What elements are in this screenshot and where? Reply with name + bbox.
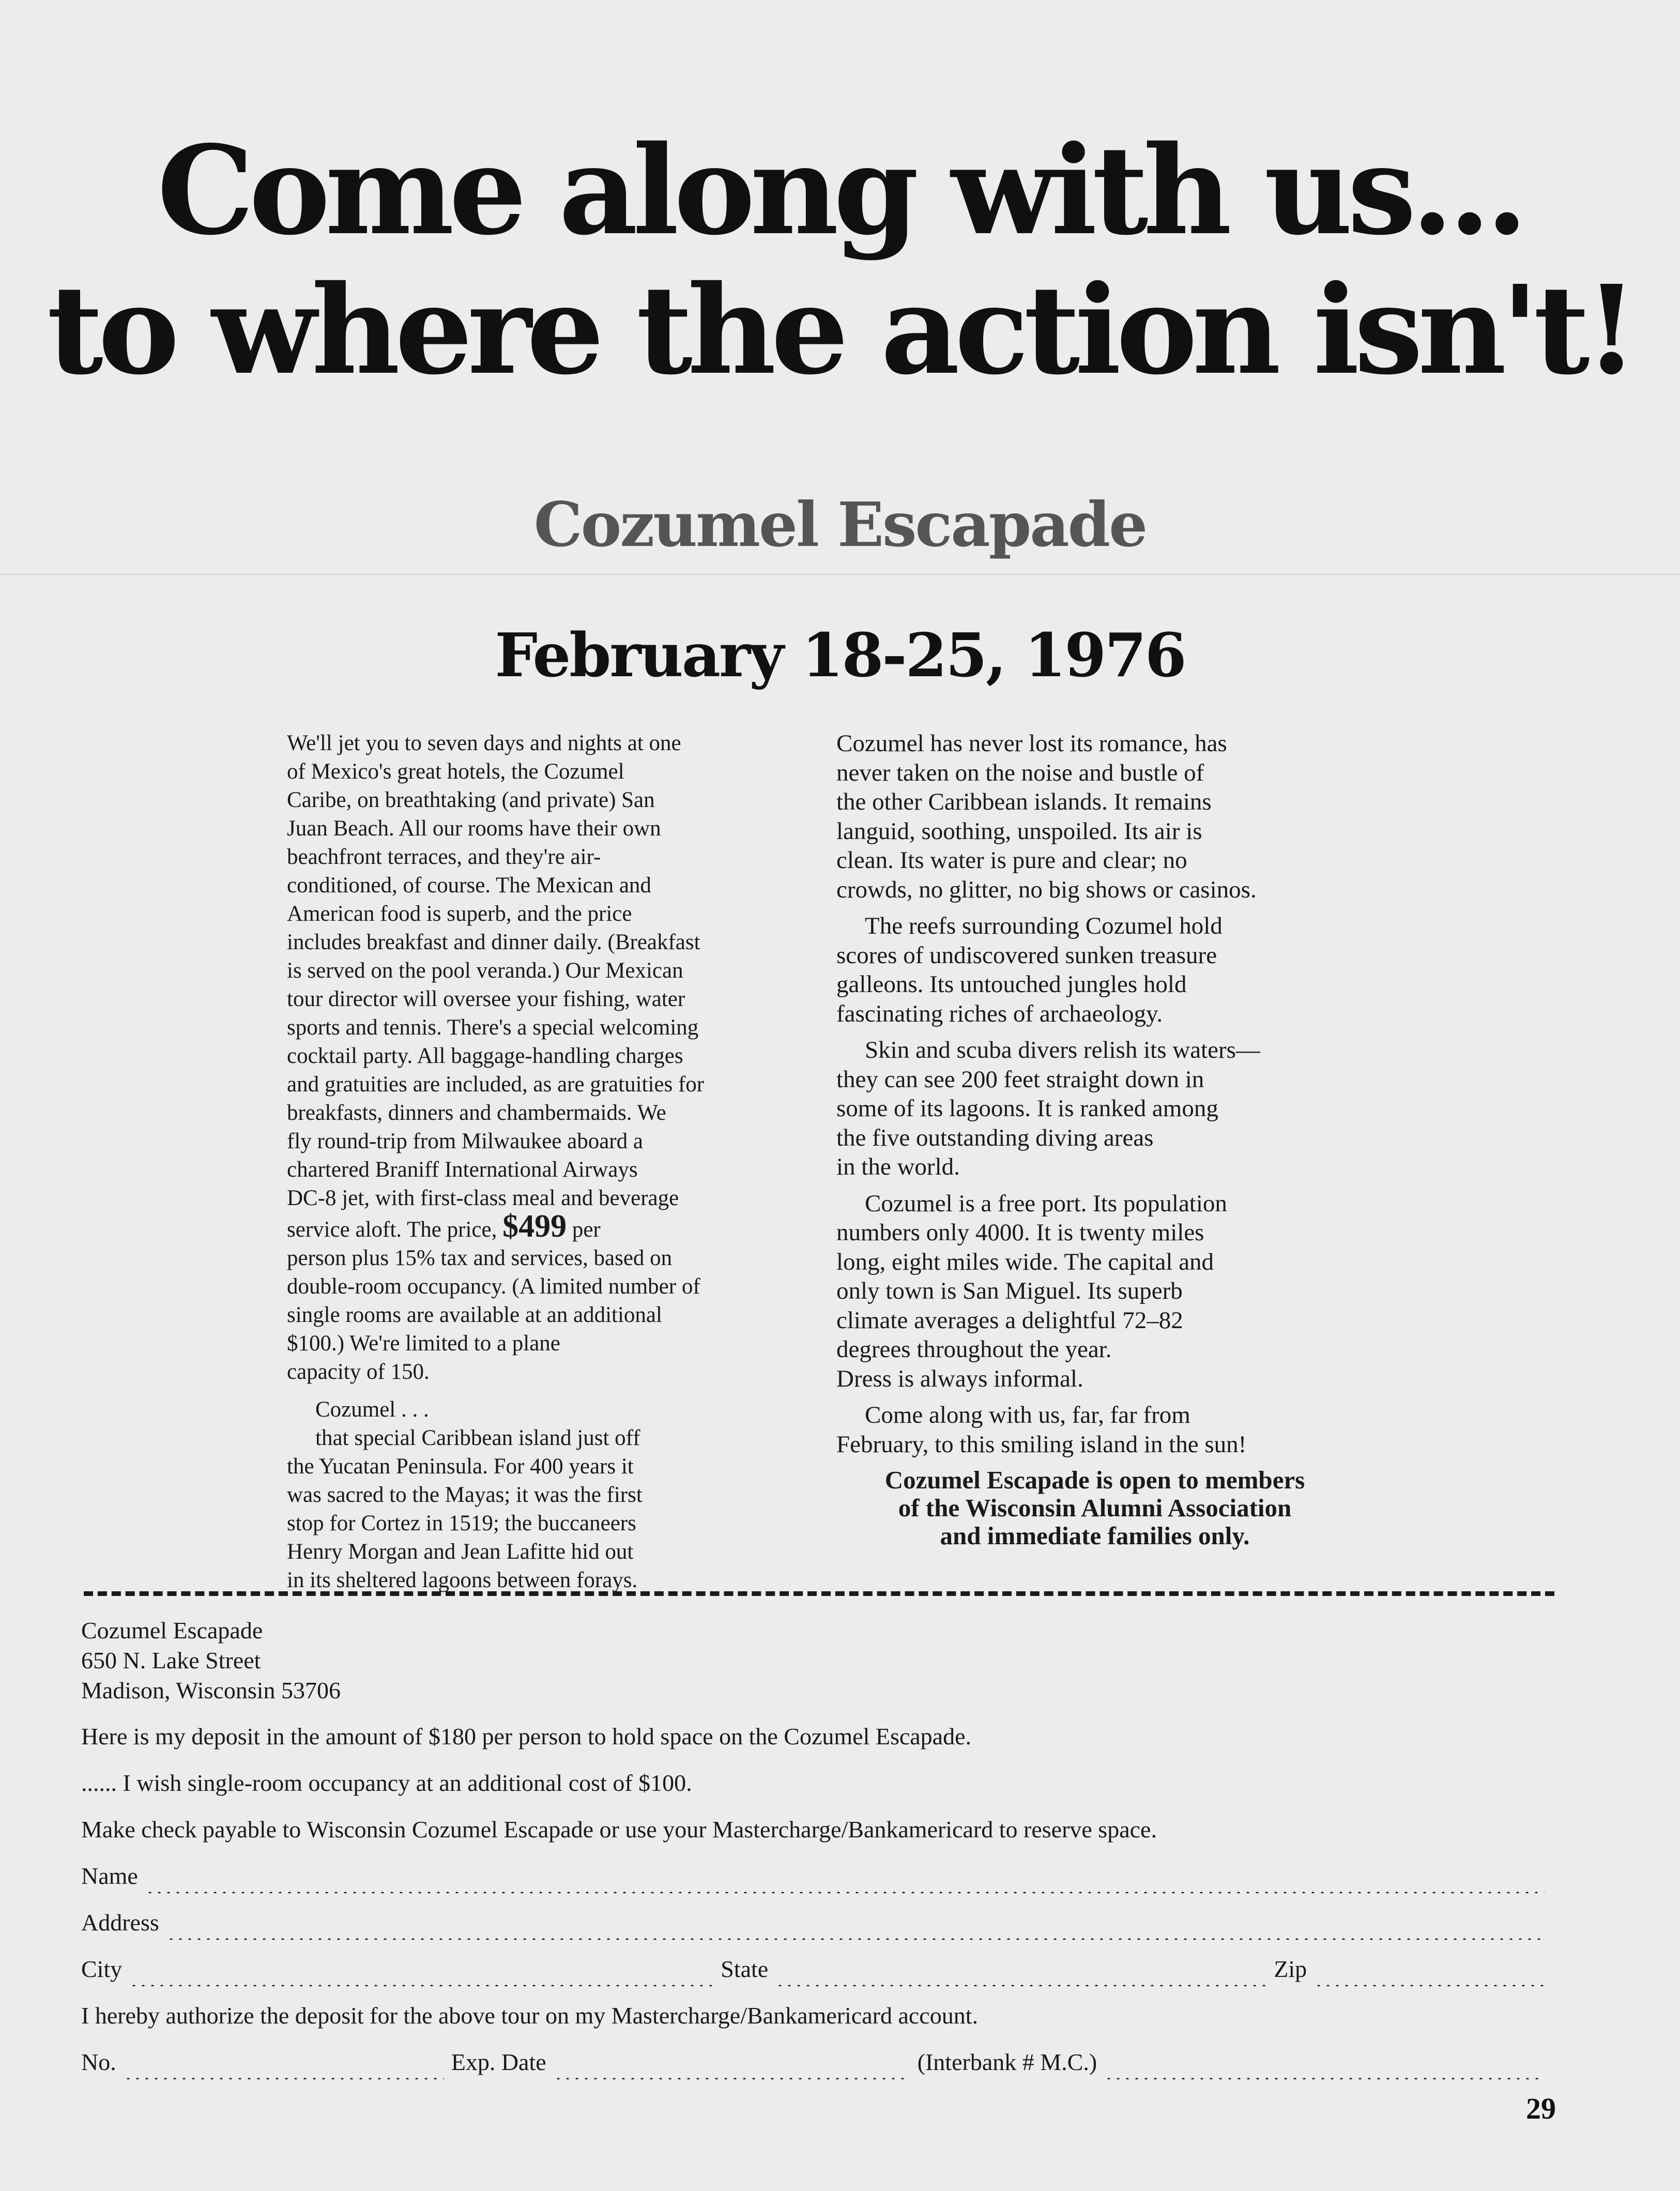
- right-column: [836, 729, 1353, 1550]
- headline-line-1: Come along with us...: [157, 118, 1523, 262]
- right-paragraph-1: Cozumel has never lost its romance, has never taken on the noise and bustle of the other Caribbean islands. It remains languid, soothing, unspoiled. Its air is clean. Its water is pure and clear; no crowds, no glitter, no big shows or casinos.: [836, 730, 1257, 903]
- exp-date-label: Exp. Date: [451, 2049, 546, 2075]
- right-paragraph-5: Come along with us, far, far from February, to this smiling island in the sun!: [836, 1402, 1247, 1458]
- state-input-line[interactable]: [775, 1984, 1266, 1986]
- right-paragraph-4: Cozumel is a free port. Its population numbers only 4000. It is twenty miles long, eight miles wide. The capital and only town is San Miguel. Its superb climate averages a delightful 72–82 degrees throughout the year. Dress is always informal.: [836, 1190, 1227, 1392]
- deposit-text: Here is my deposit in the amount of $180 per person to hold space on the Cozumel Escapade.: [81, 1723, 972, 1749]
- page-number: 29: [1526, 2092, 1556, 2125]
- single-room-text: I wish single-room occupancy at an additional cost of $100.: [123, 1770, 692, 1796]
- fold-divider: [0, 574, 1680, 575]
- left-p1-before-price: We'll jet you to seven days and nights at one of Mexico's great hotels, the Cozumel Caribe, on breathtaking (and private) San Juan Beach. All our rooms have their own beachfront terraces, and they're air- conditioned, of course. The Mexican and American food is superb, and the price includes breakfast and dinner daily. (Breakfast is served on the pool veranda.) Our Mexican tour director will oversee your fishing, water sports and tennis. There's a special welcoming cocktail party. All baggage-handling charges and gratuities are included, as are gratuities for breakfasts, dinners and chambermaids. We fly round-trip from Milwaukee aboard a chartered Braniff International Airways DC-8 jet, with first-class meal and beverage service aloft. The price,: [287, 731, 705, 1242]
- headline-line-2: to where the action isn't!: [47, 258, 1633, 402]
- card-number-label: No.: [81, 2049, 116, 2075]
- zip-label: Zip: [1274, 1956, 1307, 1982]
- city-state-zip-row: [81, 1953, 1552, 1999]
- mailing-address: Cozumel Escapade 650 N. Lake Street Madison, Wisconsin 53706: [81, 1617, 341, 1703]
- zip-input-line[interactable]: [1314, 1984, 1545, 1986]
- card-row: [81, 2046, 1552, 2092]
- address-label: Address: [81, 1909, 159, 1936]
- name-input-line[interactable]: [145, 1891, 1545, 1893]
- single-room-line[interactable]: [81, 1767, 1552, 1813]
- authorize-text: I hereby authorize the deposit for the above tour on my Mastercharge/Bankamericard account.: [81, 2002, 978, 2029]
- city-label: City: [81, 1956, 123, 1982]
- left-paragraph-1: [287, 729, 804, 1386]
- left-column: [287, 729, 804, 1594]
- subtitle: Cozumel Escapade: [533, 489, 1147, 560]
- membership-notice: Cozumel Escapade is open to members of the Wisconsin Alumni Association and immediate families only.: [884, 1466, 1305, 1550]
- payable-line: [81, 1813, 1552, 1860]
- name-label: Name: [81, 1863, 138, 1889]
- interbank-input-line[interactable]: [1104, 2077, 1545, 2079]
- right-paragraph-3: Skin and scuba divers relish its waters— they can see 200 feet straight down in some of its lagoons. It is ranked among the five outstanding diving areas in the world.: [836, 1037, 1260, 1180]
- cut-line: [84, 1591, 1554, 1596]
- exp-date-input-line[interactable]: [554, 2077, 910, 2079]
- state-label: State: [721, 1956, 769, 1982]
- right-paragraph-2: The reefs surrounding Cozumel hold scores of undiscovered sunken treasure galleons. Its untouched jungles hold fascinating riches of archaeology.: [836, 912, 1223, 1027]
- card-number-input-line[interactable]: [124, 2077, 444, 2079]
- authorize-line: [81, 1999, 1552, 2046]
- tour-date: February 18-25, 1976: [495, 620, 1185, 691]
- address-field[interactable]: [81, 1906, 1552, 1953]
- left-paragraph-2-lead: Cozumel . . .: [315, 1397, 429, 1422]
- interbank-label: (Interbank # M.C.): [917, 2049, 1097, 2075]
- left-paragraph-2-body: that special Caribbean island just off the Yucatan Peninsula. For 400 years it was sacred to the Mayas; it was the first stop for Cortez in 1519; the buccaneers Henry Morgan and Jean Lafitte hid out in its sheltered lagoons between forays.: [287, 1426, 643, 1592]
- price: $499: [502, 1209, 567, 1244]
- city-input-line[interactable]: [129, 1984, 713, 1986]
- payable-text: Make check payable to Wisconsin Cozumel Escapade or use your Mastercharge/Bankamericard to reserve space.: [81, 1816, 1157, 1843]
- address-input-line[interactable]: [166, 1938, 1545, 1940]
- single-room-checkmark-dots[interactable]: ......: [81, 1770, 117, 1796]
- name-field[interactable]: [81, 1860, 1552, 1906]
- left-p1-after-price: per person plus 15% tax and services, based on double-room occupancy. (A limited number of single rooms are available at an additional $100.) We're limited to a plane capacity of 150.: [287, 1218, 700, 1384]
- reservation-form: [81, 1616, 1552, 2092]
- deposit-line: [81, 1720, 1552, 1767]
